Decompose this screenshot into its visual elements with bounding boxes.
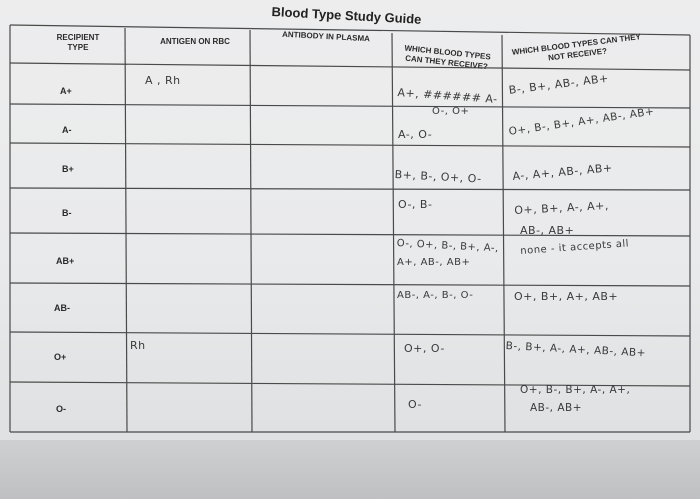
row-label-b-neg: B-	[62, 208, 72, 218]
not-receive-o-pos: B-, B+, A-, A+, AB-, AB+	[505, 340, 647, 360]
not-receive-a-neg: O+, B-, B+, A+, AB-, AB+	[508, 105, 656, 138]
antigen-o-pos: Rh	[130, 339, 146, 352]
header-antigen: ANTIGEN ON RBC	[160, 37, 230, 46]
not-receive-ab-pos: none - it accepts all	[520, 238, 630, 257]
receive-o-pos: O+, O-	[404, 342, 445, 355]
receive-b-neg: O-, B-	[398, 198, 433, 211]
receive-ab-pos-line2: A+, AB-, AB+	[397, 257, 471, 268]
receive-a-pos-line2: O-, O+	[432, 106, 470, 117]
row-label-a-neg: A-	[62, 125, 72, 135]
header-recipient-type: RECIPIENT TYPE	[56, 33, 100, 52]
not-receive-b-pos: A-, A+, AB-, AB+	[512, 161, 614, 183]
not-receive-b-neg-line2: AB-, AB+	[520, 224, 575, 237]
not-receive-b-neg-line1: O+, B+, A-, A+,	[514, 199, 610, 217]
not-receive-a-pos: B-, B+, AB-, AB+	[508, 71, 610, 97]
header-antibody: ANTIBODY IN PLASMA	[281, 29, 371, 44]
receive-b-pos: B+, B-, O+, O-	[394, 168, 482, 186]
receive-o-neg: O-	[408, 398, 422, 411]
receive-ab-pos-line1: O-, O+, B-, B+, A-,	[396, 238, 499, 255]
not-receive-o-neg-line2: AB-, AB+	[530, 402, 583, 414]
row-label-a-pos: A+	[60, 86, 72, 96]
row-label-o-neg: O-	[56, 404, 66, 414]
header-cannot-receive: WHICH BLOOD TYPES CAN THEY NOT RECEIVE?	[511, 32, 642, 63]
row-label-ab-pos: AB+	[56, 256, 75, 266]
not-receive-ab-neg: O+, B+, A+, AB+	[514, 290, 619, 303]
not-receive-o-neg-line1: O+, B-, B+, A-, A+,	[520, 384, 631, 396]
page-title: Blood Type Study Guide	[271, 4, 422, 27]
receive-a-pos-line1: A+, ###### A-	[397, 86, 499, 106]
header-can-receive: WHICH BLOOD TYPES CAN THEY RECEIVE?	[403, 43, 492, 72]
row-label-o-pos: O+	[54, 352, 67, 362]
table-surface	[0, 440, 700, 499]
row-label-b-pos: B+	[62, 164, 74, 174]
receive-a-neg: A-, O-	[398, 128, 433, 141]
antigen-a-pos: A , Rh	[145, 74, 181, 87]
receive-ab-neg: AB-, A-, B-, O-	[397, 290, 474, 301]
row-label-ab-neg: AB-	[54, 303, 70, 313]
